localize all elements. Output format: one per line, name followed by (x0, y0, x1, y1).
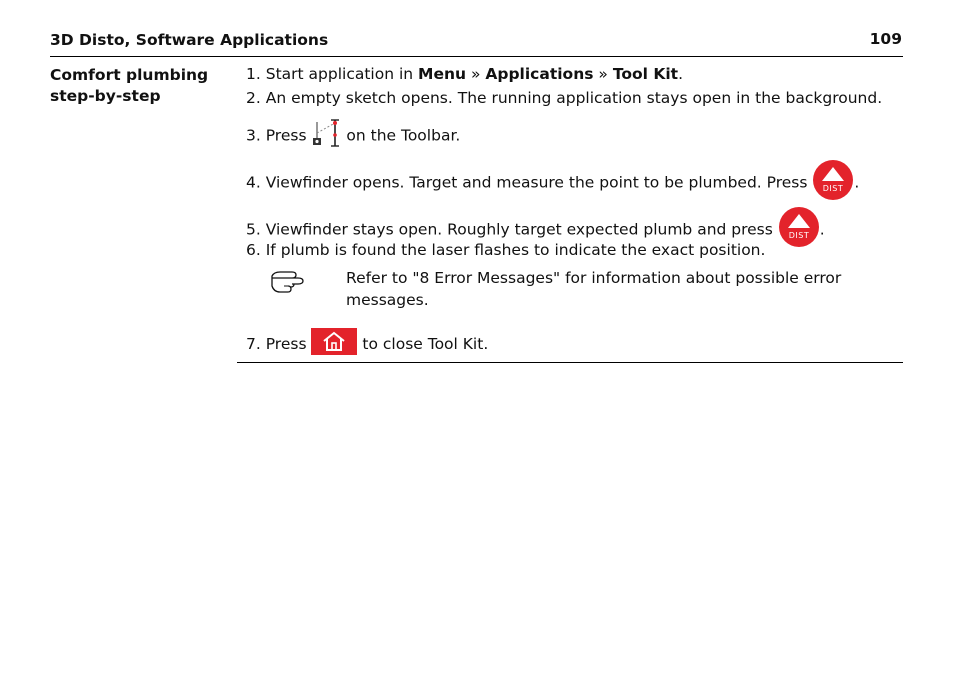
step-number: 1. (246, 65, 261, 83)
section-title: Comfort plumbing step-by-step (50, 66, 209, 105)
step-7 (246, 328, 488, 361)
header-title: 3D Disto, Software Applications (50, 31, 329, 49)
menu-label: Menu (418, 65, 467, 83)
step-3 (246, 119, 460, 153)
home-button-icon (311, 328, 357, 361)
step-text: Press (265, 126, 312, 145)
step-text: Viewfinder opens. Target and measure the point to be plumbed. Press (265, 173, 813, 192)
section-bottom-rule (237, 362, 903, 363)
step-text: If plumb is found the laser flashes to indicate the exact position. (265, 241, 766, 259)
separator: » (466, 65, 486, 83)
step-number: 2. (246, 89, 261, 107)
note-text: Refer to "8 Error Messages" for information about possible error messages. (346, 269, 842, 309)
step-2 (246, 87, 882, 109)
step-number: 6. (246, 241, 261, 259)
step-1 (246, 63, 683, 85)
step-text-end: on the Toolbar. (341, 126, 461, 145)
step-number: 7. (246, 335, 261, 353)
step-6 (246, 239, 765, 261)
step-number: 5. (246, 220, 261, 239)
step-text: Press (265, 335, 312, 353)
step-text: An empty sketch opens. The running application stays open in the background. (265, 89, 883, 107)
step-4 (246, 159, 859, 207)
step-text-end: . (678, 65, 684, 83)
step-text-end: . (819, 220, 825, 239)
dist-label: DIST (823, 184, 844, 193)
dist-button-icon (812, 159, 854, 207)
dist-label: DIST (788, 231, 810, 240)
step-text: Start application in (265, 65, 419, 83)
header-rule (50, 56, 903, 57)
step-text-end: to close Tool Kit. (357, 335, 489, 353)
page-number: 109 (869, 30, 902, 48)
applications-label: Applications (485, 65, 594, 83)
separator: » (593, 65, 613, 83)
step-text: Viewfinder stays open. Roughly target expected plumb and press (265, 220, 778, 239)
step-text-end: . (854, 173, 860, 192)
dist-button-icon (778, 206, 820, 254)
pointing-hand-icon (270, 268, 314, 294)
step-number: 4. (246, 173, 261, 192)
plumb-tool-icon (311, 119, 341, 153)
tool-kit-label: Tool Kit (612, 65, 679, 83)
step-number: 3. (246, 126, 261, 145)
